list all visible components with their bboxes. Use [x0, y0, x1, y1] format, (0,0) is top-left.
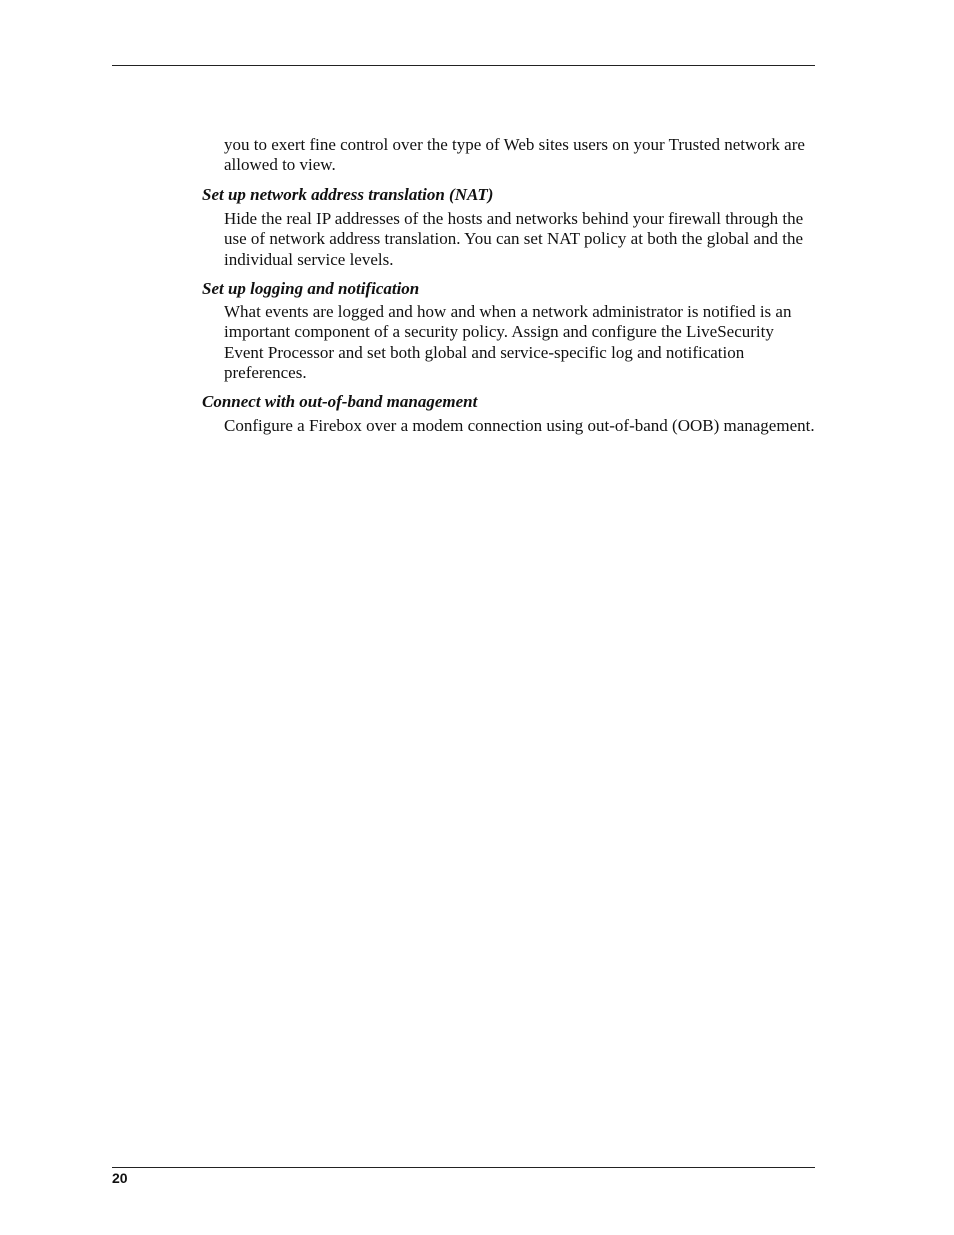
intro-continuation-paragraph: you to exert fine control over the type of Web sites users on your Trusted network are allowed to view.	[224, 135, 805, 175]
header-rule	[112, 65, 815, 66]
page-number: 20	[112, 1170, 128, 1186]
logging-paragraph: What events are logged and how and when a network administrator is notified is an important component of a security policy. Assign and configure the LiveSecurity Event Processor and set both global and service-specific log and notification preferences.	[224, 302, 792, 382]
oob-paragraph: Configure a Firebox over a modem connection using out-of-band (OOB) management.	[224, 416, 815, 435]
nat-paragraph: Hide the real IP addresses of the hosts and networks behind your firewall through the use of network address translation. You can set NAT policy at both the global and the individual service levels.	[224, 209, 804, 269]
nat-heading: Set up network address translation (NAT)	[202, 185, 494, 204]
logging-heading: Set up logging and notification	[202, 279, 420, 298]
oob-heading: Connect with out-of-band management	[202, 392, 478, 411]
footer-rule	[112, 1167, 815, 1168]
